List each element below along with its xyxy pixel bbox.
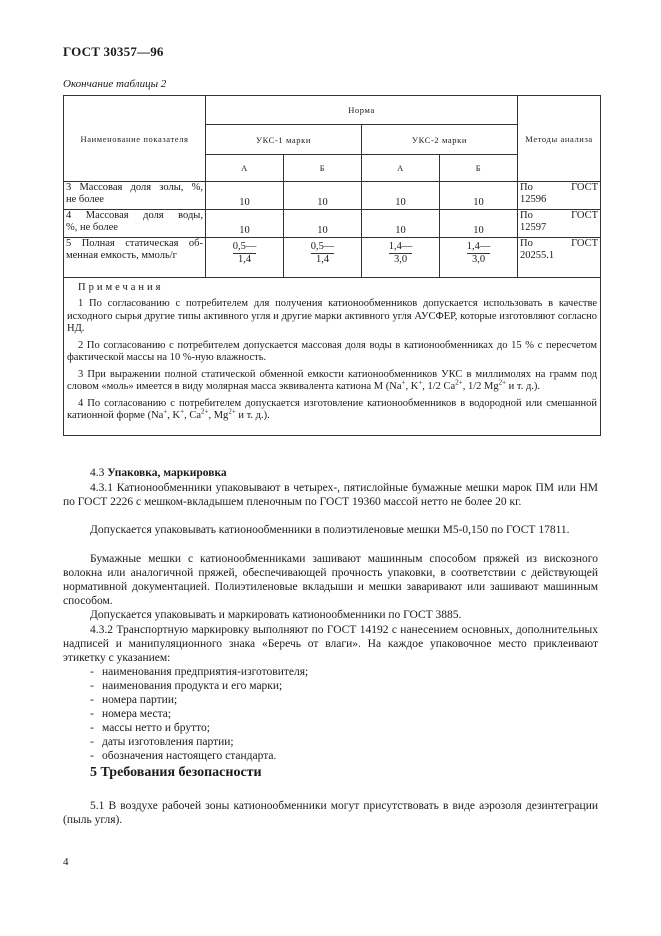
table-row: [64, 210, 601, 238]
method-line: 12596: [520, 194, 547, 205]
method-cell: [518, 238, 601, 278]
value-line: 3,0: [471, 254, 486, 265]
value-cell: 10: [206, 182, 284, 210]
method-line: По ГОСТ: [520, 238, 599, 249]
value-cell: 10: [284, 210, 362, 238]
paragraph-sewing: [63, 552, 598, 608]
paragraph-text: Бумажные мешки с катионообменниками зашивают машинным способом пряжей из вискозного волокна или аналогичной пряжей, обеспечивающей прочность упаковки, в соответствии с действующей нормативной документацией. Полиэтиленовые вкладыши и мешки заваривают или зашивают машинным способом.: [63, 553, 598, 607]
paragraph-text: 4.3.2 Транспортную маркировку выполняют по ГОСТ 14192 с нанесением основных, дополнительных надписей и манипуляционного знака «Беречь от влаги». На каждое упаковочное место приклеивают этикетку с указанием:: [63, 624, 598, 664]
value-cell: 10: [440, 182, 518, 210]
value-line: 1,4: [315, 254, 330, 265]
list-item: - массы нетто и брутто;: [90, 721, 598, 735]
header-methods: [518, 96, 601, 182]
indicator-line: 5 Полная статическая об-: [66, 238, 203, 249]
paragraph-5-1: [63, 799, 598, 827]
value-cell: [206, 238, 284, 278]
header-norm: Норма: [206, 96, 518, 125]
value-cell: [284, 238, 362, 278]
section-5-title: 5 Требования безопасности: [90, 765, 262, 780]
paragraph-text: 4.3.1 Катионообменники упаковывают в четырех-, пятислойные бумажные мешки марок ПМ или НМ по ГОСТ 2226 с мешком-вкладышем пленочным по ГОСТ 19360 массой нетто не более 20 кг.: [63, 482, 598, 508]
list-item: - номера места;: [90, 707, 598, 721]
table-row: [64, 182, 601, 210]
indicator-line: 3 Массовая доля золы, %,: [66, 182, 203, 193]
value-line: 3,0: [393, 254, 408, 265]
note-1: 1 По согласованию с потребителем для получения катионообменников допускается использовать в качестве исходного сырья другие типы активного угля и другие марки активного угля АУСФЕР, которые изготовляют согласно НД.: [67, 298, 598, 334]
header-uks2: УКС-2 марки: [362, 125, 518, 155]
section-title: Упаковка, маркировка: [107, 467, 227, 479]
method-cell: [518, 182, 601, 210]
header-methods-label: Методы анализа: [525, 133, 593, 144]
paragraph-4-3-2: [63, 623, 598, 665]
value-line: 0,5—: [310, 241, 335, 252]
indicator-line: %, не более: [66, 222, 118, 233]
list-item: - наименования продукта и его марки;: [90, 679, 598, 693]
notes-title: Примечания: [78, 282, 164, 293]
indicator-line: не более: [66, 194, 104, 205]
header-uks1: УКС-1 марки: [206, 125, 362, 155]
value-cell: [362, 238, 440, 278]
value-cell: 10: [440, 210, 518, 238]
paragraph-gost3885: [63, 608, 598, 622]
value-cell: [440, 238, 518, 278]
method-line: 20255.1: [520, 250, 555, 261]
value-cell: 10: [284, 182, 362, 210]
list-item: - наименования предприятия-изготовителя;: [90, 665, 598, 679]
value-line: 1,4: [237, 254, 252, 265]
paragraph-text: 5.1 В воздухе рабочей зоны катионообменники могут присутствовать в виде аэрозоля дезинтеграции (пыль угля).: [63, 800, 598, 826]
norms-table: [63, 95, 601, 436]
method-line: По ГОСТ: [520, 182, 599, 193]
section-number: 4.3: [90, 467, 105, 479]
indicator-cell: [64, 182, 206, 210]
page-number: 4: [63, 856, 69, 868]
note-2: 2 По согласованию с потребителем допускается массовая доля воды в катионообменниках до 15 % с пересчетом фактической массы на 10 %-ную влажность.: [67, 339, 598, 363]
header-sub-a1: А: [206, 155, 284, 182]
note-4: 4 По согласованию с потребителем допускается изготовление катионообменников в водородной или смешанной катионной форме (Na+, K+, $Ca^{2+}$, $Mg^{2+}$ и т. д.).: [67, 397, 598, 421]
table-notes: [64, 278, 601, 436]
label-list: [90, 665, 598, 763]
value-cell: 10: [206, 210, 284, 238]
paragraph-4-3-1: [63, 481, 598, 509]
indicator-cell: [64, 238, 206, 278]
list-item: - обозначения настоящего стандарта.: [90, 749, 598, 763]
note-3: 3 При выражении полной статической обменной емкости катионообменников УКС в миллимолях на грамм под словом «моль» имеется в виду молярная масса эквивалента катиона М (Na+, K+, 1/2 $Ca^{2+}$, 1/2 $Mg^{2+}$ и т. д.).: [67, 368, 598, 392]
paragraph-text: Допускается упаковывать и маркировать катионообменники по ГОСТ 3885.: [90, 609, 462, 621]
indicator-line: менная емкость, ммоль/г: [66, 250, 177, 261]
table-row: [64, 238, 601, 278]
header-indicator: Наименование показателя: [64, 96, 206, 182]
paragraph-text: Допускается упаковывать катионообменники в полиэтиленовые мешки М5-0,150 по ГОСТ 17811.: [90, 524, 570, 536]
section-4-3-heading: [90, 466, 598, 480]
label-list-container: [90, 665, 598, 763]
indicator-cell: [64, 210, 206, 238]
value-line: 1,4—: [466, 241, 491, 252]
method-line: 12597: [520, 222, 547, 233]
header-sub-b2: Б: [440, 155, 518, 182]
header-sub-b1: Б: [284, 155, 362, 182]
document-header: ГОСТ 30357—96: [63, 44, 164, 59]
list-item: - номера партии;: [90, 693, 598, 707]
value-cell: 10: [362, 182, 440, 210]
method-cell: [518, 210, 601, 238]
method-line: По ГОСТ: [520, 210, 599, 221]
value-line: 1,4—: [388, 241, 413, 252]
indicator-line: 4 Массовая доля воды,: [66, 210, 203, 221]
value-cell: 10: [362, 210, 440, 238]
header-sub-a2: А: [362, 155, 440, 182]
table-caption: Окончание таблицы 2: [63, 78, 167, 90]
value-line: 0,5—: [232, 241, 257, 252]
list-item: - даты изготовления партии;: [90, 735, 598, 749]
paragraph-polyethylene: [63, 523, 598, 537]
